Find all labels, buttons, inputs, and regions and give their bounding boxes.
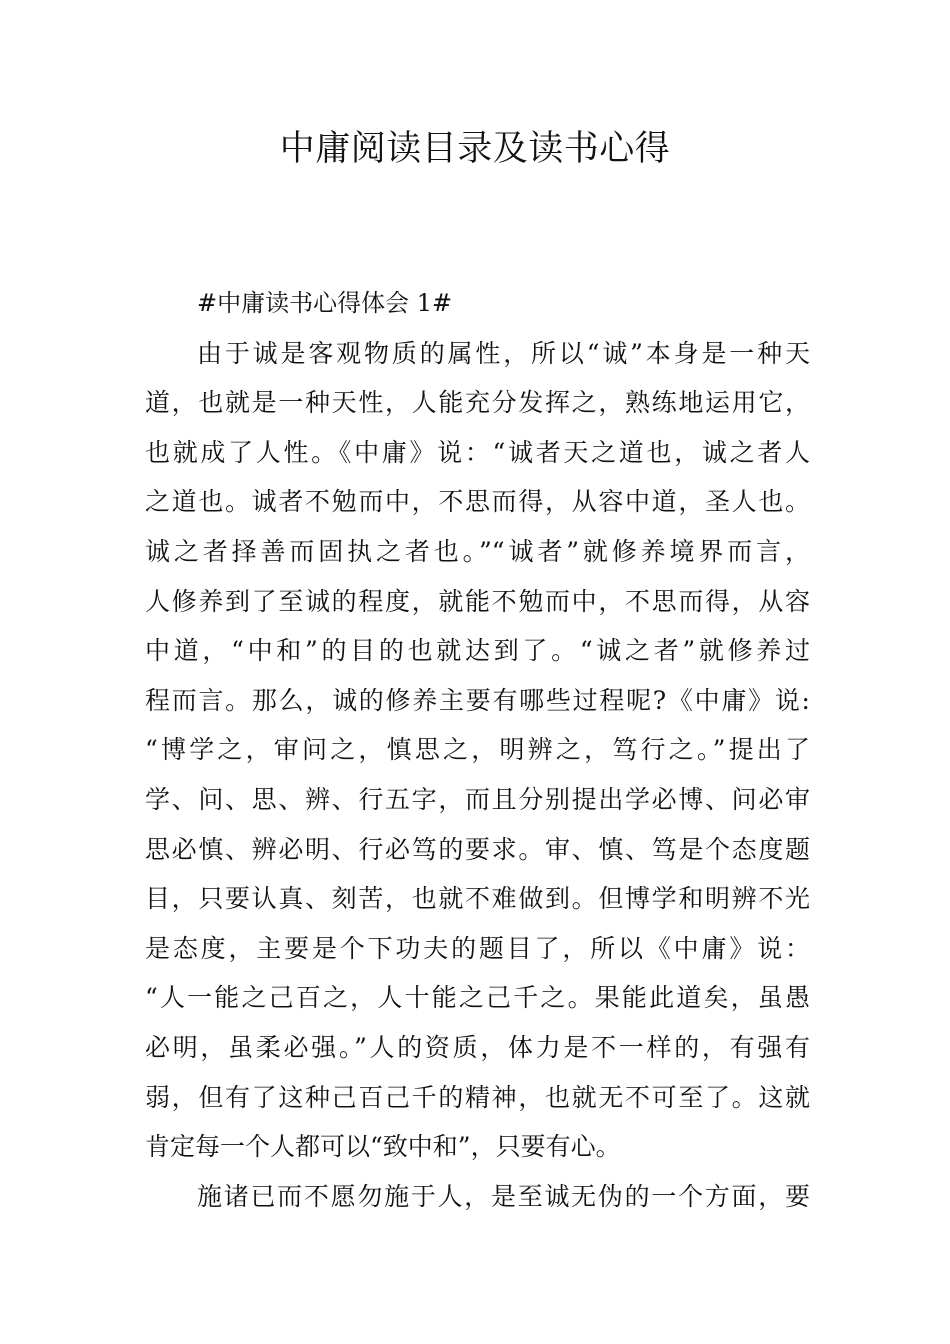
paragraph-line: 诚之者择善而固执之者也。”“诚者”就修养境界而言，: [145, 536, 810, 566]
document-title: 中庸阅读目录及读书心得: [279, 129, 671, 169]
paragraph-line: 中道，“中和”的目的也就达到了。“诚之者”就修养过: [145, 636, 810, 666]
paragraph-line: 程而言。那么，诚的修养主要有哪些过程呢?《中庸》说:: [145, 685, 810, 715]
paragraph-line: 道，也就是一种天性，人能充分发挥之，熟练地运用它，: [145, 388, 810, 418]
section-heading: #中庸读书心得体会 1#: [197, 289, 453, 317]
paragraph-line: 人修养到了至诚的程度，就能不勉而中，不思而得，从容: [145, 586, 810, 616]
paragraph-line: 目，只要认真、刻苦，也就不难做到。但博学和明辨不光: [145, 884, 810, 914]
paragraph-line: 思必慎、辨必明、行必笃的要求。审、慎、笃是个态度题: [145, 834, 810, 864]
document-body: [145, 279, 810, 1221]
paragraph-line: “博学之，审问之，慎思之，明辨之，笃行之。”提出了: [145, 735, 810, 765]
paragraph-line: 必明，虽柔必强。”人的资质，体力是不一样的，有强有: [145, 1032, 810, 1062]
paragraph-line: 施诸已而不愿勿施于人，是至诚无伪的一个方面，要: [197, 1181, 810, 1211]
paragraph-line: 肯定每一个人都可以“致中和”，只要有心。: [145, 1132, 621, 1162]
paragraph-line: 之道也。诚者不勉而中，不思而得，从容中道，圣人也。: [145, 487, 810, 517]
paragraph-line: 也就成了人性。《中庸》说：“诚者天之道也，诚之者人: [145, 437, 810, 467]
paragraph-line: 学、问、思、辨、行五字，而且分别提出学必博、问必审: [145, 784, 810, 814]
paragraph-line: 弱，但有了这种己百己千的精神，也就无不可至了。这就: [145, 1082, 810, 1112]
paragraph-line: 是态度，主要是个下功夫的题目了，所以《中庸》说：: [145, 933, 810, 963]
paragraph-line: 由于诚是客观物质的属性，所以“诚”本身是一种天: [197, 338, 810, 368]
paragraph-line: “人一能之己百之，人十能之己千之。果能此道矣，虽愚: [145, 983, 810, 1013]
